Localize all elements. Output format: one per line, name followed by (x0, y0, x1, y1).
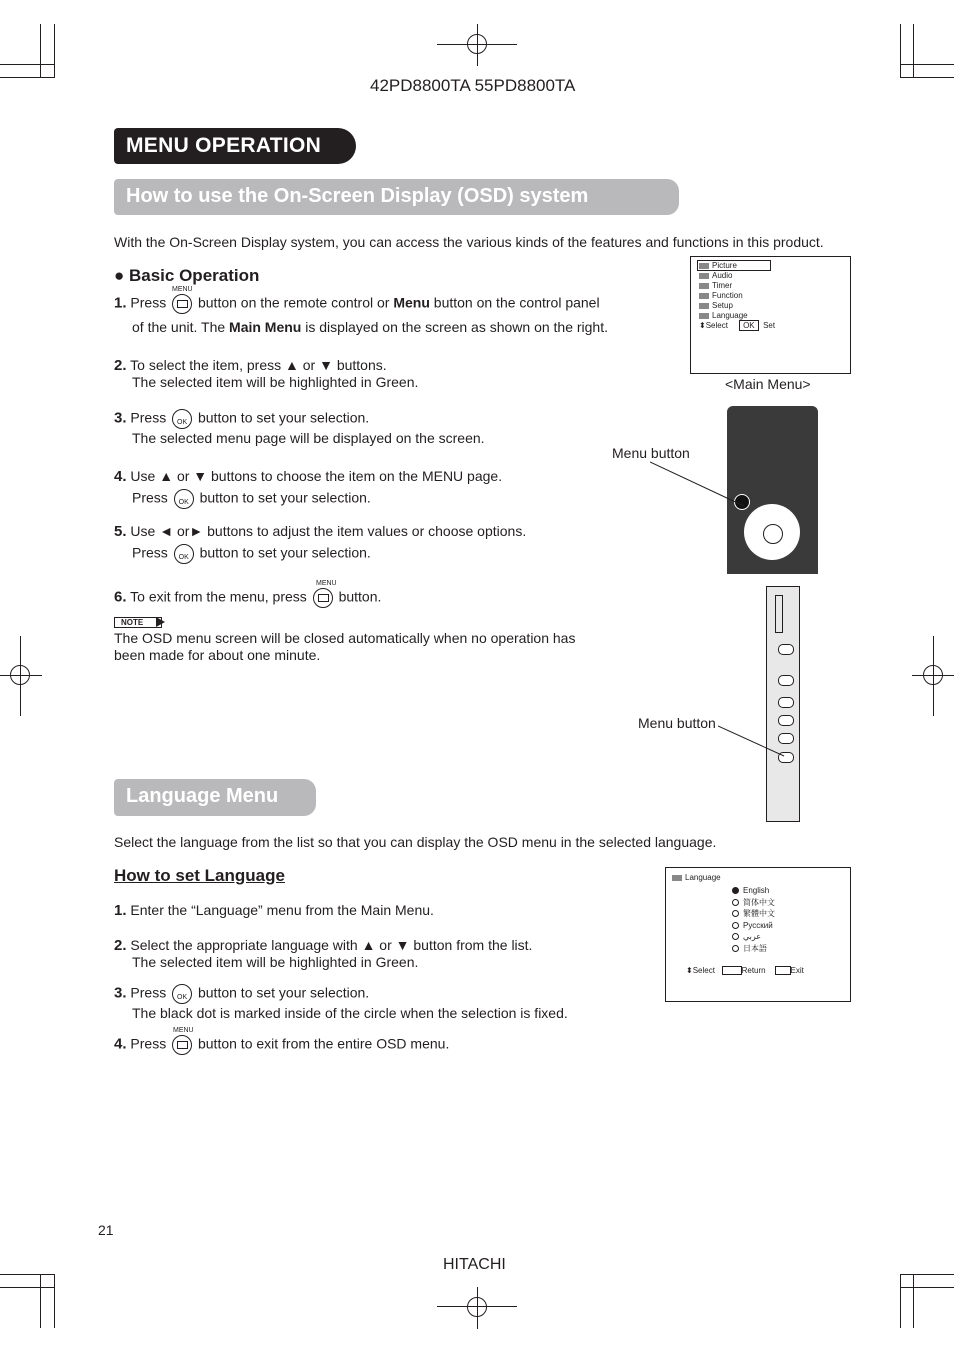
lang-option-traditional-chinese: 繁體中文 (732, 908, 775, 920)
menu-item-function: Function (699, 291, 775, 301)
step-3-cont: The selected menu page will be displayed on the screen. (132, 430, 485, 446)
lang-step-1: 1. Enter the “Language” menu from the Main Menu. (114, 902, 434, 919)
note-badge: NOTE (114, 617, 162, 628)
menu-item-language: Language (699, 311, 775, 321)
step-1-cont: of the unit. The Main Menu is displayed on the screen as shown on the right. (132, 319, 609, 335)
menu-footer: ⬍Select OK Set (699, 321, 776, 330)
radio-icon (732, 945, 739, 952)
lang-option-arabic: عربي (732, 931, 775, 943)
ok-button-icon (172, 409, 192, 429)
brand-footer: HITACHI (443, 1256, 506, 1273)
step-4: 4. Use ▲ or ▼ buttons to choose the item on the MENU page. (114, 468, 503, 485)
callout-line-panel (718, 724, 788, 760)
radio-icon (732, 933, 739, 940)
lang-option-japanese: 日本語 (732, 943, 775, 955)
step-2-cont: The selected item will be highlighted in Green. (132, 374, 419, 390)
step-1: 1. Press button on the remote control or Menu button on the control panel (114, 294, 600, 314)
language-intro: Select the language from the list so that you can display the OSD menu in the selected language. (114, 834, 717, 850)
menu-item-picture: Picture (699, 261, 775, 271)
lang-option-english: English (732, 885, 775, 897)
step-5-cont: Press OK button to set your selection. (132, 544, 371, 564)
language-icon (672, 875, 682, 881)
step-2: 2. To select the item, press ▲ or ▼ buttons. (114, 357, 387, 374)
note-arrow-icon (156, 617, 165, 627)
timer-icon (699, 283, 709, 289)
intro-text: With the On-Screen Display system, you can access the various kinds of the features and functions in this product. (114, 234, 824, 250)
menu-button-icon (313, 588, 333, 608)
step-5: 5. Use ◄ or► buttons to adjust the item values or choose options. (114, 523, 527, 540)
ok-button-icon (172, 984, 192, 1004)
remote-ok-key (763, 524, 783, 544)
step-4-cont: Press OK button to set your selection. (132, 489, 371, 509)
section-title-osd: How to use the On-Screen Display (OSD) system (114, 179, 679, 215)
step-3: 3. Press OK button to set your selection. (114, 409, 369, 429)
ok-button-icon (174, 489, 194, 509)
language-menu-screen (665, 867, 851, 1002)
menu-button-icon (172, 1035, 192, 1055)
control-panel-image (766, 586, 800, 822)
step-6: 6. To exit from the menu, press button. (114, 588, 381, 608)
model-number: 42PD8800TA 55PD8800TA (370, 76, 576, 95)
lang-step-2: 2. Select the appropriate language with ▲ or ▼ button from the list. (114, 937, 533, 954)
lang-box-footer: ⬍Select Return Exit (686, 966, 804, 975)
lang-box-title: Language (672, 873, 721, 883)
radio-icon (732, 922, 739, 929)
note-line-1: The OSD menu screen will be closed automatically when no operation has (114, 630, 576, 646)
menu-label: MENU (316, 580, 337, 587)
lang-option-simplified-chinese: 简体中文 (732, 897, 775, 909)
return-key-icon (722, 966, 742, 975)
basic-operation-heading: ● Basic Operation (114, 266, 260, 285)
main-menu-caption: <Main Menu> (725, 376, 811, 392)
callout-menu-button-remote: Menu button (612, 445, 690, 461)
lang-step-3-cont: The black dot is marked inside of the circle when the selection is fixed. (132, 1005, 568, 1021)
note-line-2: been made for about one minute. (114, 647, 321, 663)
how-to-set-language-heading: How to set Language (114, 866, 285, 885)
selected-radio-icon (732, 887, 739, 894)
radio-icon (732, 899, 739, 906)
menu-label: MENU (172, 286, 193, 293)
menu-label: MENU (173, 1027, 194, 1034)
callout-line-remote (650, 460, 750, 510)
lang-step-4: 4. Press button to exit from the entire OSD menu. (114, 1035, 449, 1055)
section-title-language-menu: Language Menu (114, 779, 316, 816)
page-number: 21 (98, 1222, 114, 1238)
lang-option-list (732, 885, 775, 954)
lang-step-2-cont: The selected item will be highlighted in Green. (132, 954, 419, 970)
lang-option-russian: Русский (732, 920, 775, 932)
lang-step-3: 3. Press OK button to set your selection. (114, 984, 369, 1004)
audio-icon (699, 273, 709, 279)
picture-icon (699, 263, 709, 269)
menu-item-audio: Audio (699, 271, 775, 281)
language-icon (699, 313, 709, 319)
exit-key-icon (775, 966, 791, 975)
callout-menu-button-panel: Menu button (638, 715, 716, 731)
main-menu-screen (690, 256, 851, 374)
radio-icon (732, 910, 739, 917)
ok-button-icon (174, 544, 194, 564)
menu-button-icon (172, 294, 192, 314)
section-title-menu-operation: MENU OPERATION (114, 128, 356, 164)
menu-item-timer: Timer (699, 281, 775, 291)
function-icon (699, 293, 709, 299)
menu-item-setup: Setup (699, 301, 775, 311)
setup-icon (699, 303, 709, 309)
